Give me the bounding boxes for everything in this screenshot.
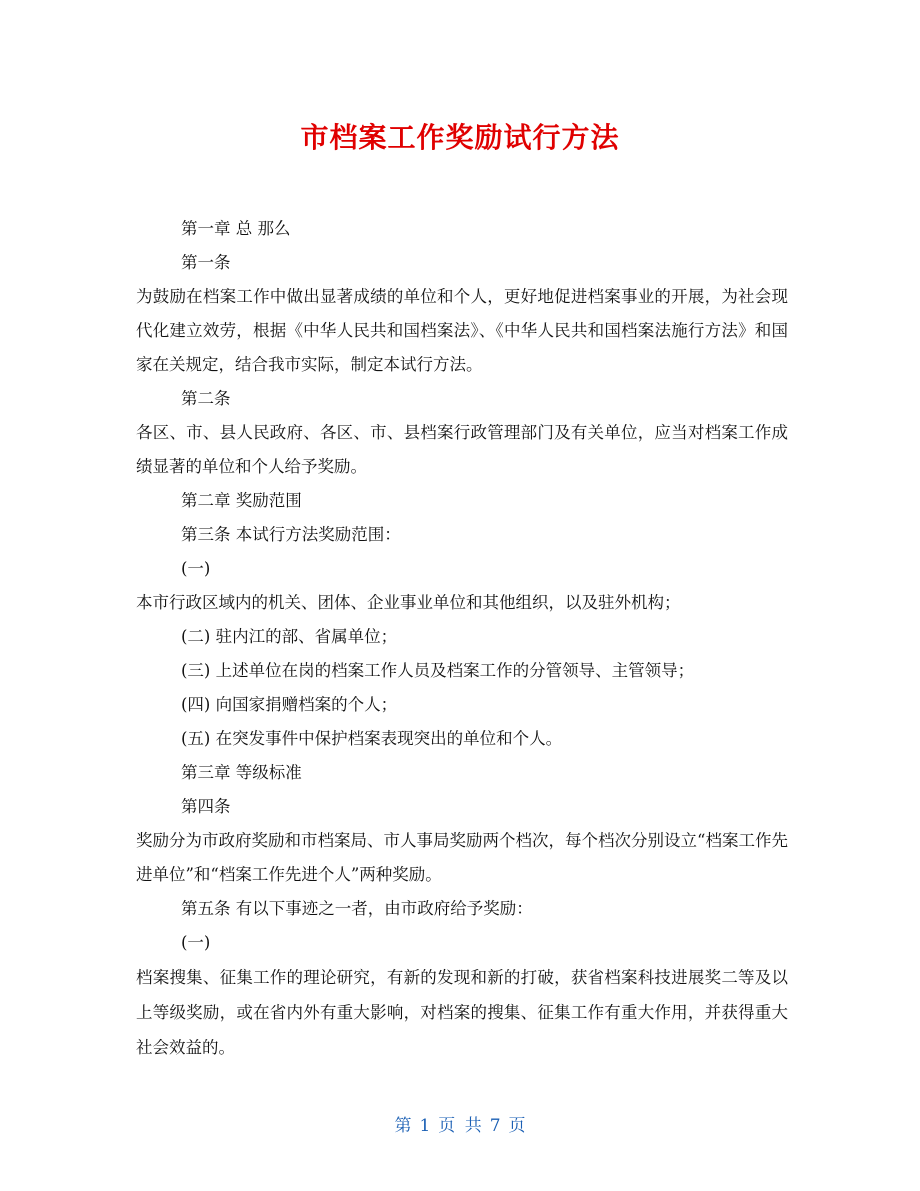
article-heading: 第三条 本试行方法奖励范围： — [181, 525, 401, 544]
list-marker: (一) — [181, 559, 211, 578]
document-body — [136, 212, 788, 1065]
paragraph: 各区、市、县人民政府、各区、市、县档案行政管理部门及有关单位，应当对档案工作成绩显著的单位和个人给予奖励。 — [136, 423, 788, 476]
paragraph: 为鼓励在档案工作中做出显著成绩的单位和个人，更好地促进档案事业的开展，为社会现代化建立效劳，根据《中华人民共和国档案法》、《中华人民共和国档案法施行方法》和国家在关规定，结合我市实际，制定本试行方法。 — [136, 287, 788, 374]
list-marker: (一) — [181, 933, 211, 952]
list-item: (二) 驻内江的部、省属单位； — [181, 627, 398, 646]
chapter-heading: 第一章 总 那么 — [181, 219, 291, 238]
list-item: (五) 在突发事件中保护档案表现突出的单位和个人。 — [181, 729, 563, 748]
article-heading: 第四条 — [181, 797, 231, 816]
page-suffix: 页 — [508, 1116, 526, 1136]
chapter-heading: 第二章 奖励范围 — [181, 491, 302, 510]
chapter-heading: 第三章 等级标准 — [181, 763, 302, 782]
page-footer — [0, 1112, 920, 1140]
paragraph: 档案搜集、征集工作的理论研究，有新的发现和新的打破，获省档案科技进展奖二等及以上等级奖励，或在省内外有重大影响，对档案的搜集、征集工作有重大作用，并获得重大社会效益的。 — [136, 968, 788, 1057]
document-title: 市档案工作奖励试行方法 — [300, 121, 620, 154]
article-heading: 第二条 — [181, 389, 231, 408]
article-heading: 第五条 有以下事迹之一者，由市政府给予奖励： — [181, 899, 533, 918]
page-total: 7 — [489, 1116, 501, 1136]
page-number: 1 — [419, 1116, 431, 1136]
paragraph: 本市行政区域内的机关、团体、企业事业单位和其他组织，以及驻外机构； — [136, 593, 681, 612]
article-heading: 第一条 — [181, 253, 231, 272]
list-item: (四) 向国家捐赠档案的个人； — [181, 695, 398, 714]
page-mid: 页 共 — [438, 1116, 482, 1136]
list-item: (三) 上述单位在岗的档案工作人员及档案工作的分管领导、主管领导； — [181, 661, 695, 680]
paragraph: 奖励分为市政府奖励和市档案局、市人事局奖励两个档次，每个档次分别设立“档案工作先进单位”和“档案工作先进个人”两种奖励。 — [136, 831, 788, 884]
page-prefix: 第 — [394, 1116, 412, 1136]
